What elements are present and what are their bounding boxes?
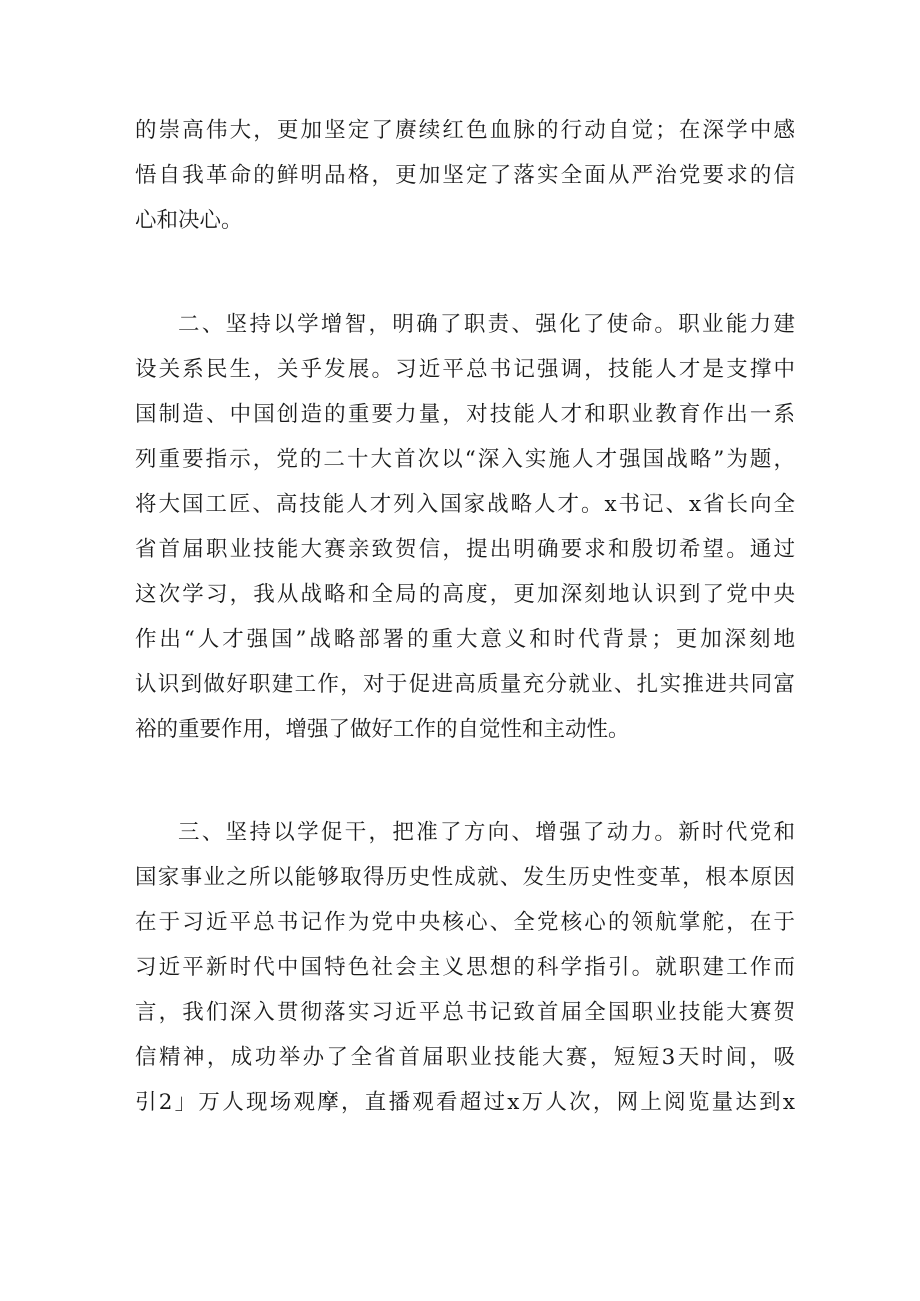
paragraph-line: 的崇高伟大，更加坚定了赓续红色血脉的行动自觉；在深学中感 <box>135 118 795 143</box>
paragraph-line: 引2」万人现场观摩，直播观看超过x万人次，网上阅览量达到x <box>135 1090 795 1115</box>
paragraph-line: 列重要指示，党的二十大首次以“深入实施人才强国战略”为题， <box>135 447 795 472</box>
paragraph-line: 在于习近平总书记作为党中央核心、全党核心的领航掌舵，在于 <box>135 910 795 935</box>
paragraph-line: 将大国工匠、高技能人才列入国家战略人才。x书记、x省长向全 <box>135 492 795 517</box>
paragraph-line: 信精神，成功举办了全省首届职业技能大赛，短短3天时间，吸 <box>135 1045 795 1070</box>
paragraph-line: 习近平新时代中国特色社会主义思想的科学指引。就职建工作而 <box>135 955 795 980</box>
paragraph-line: 设关系民生，关乎发展。习近平总书记强调，技能人才是支撑中 <box>135 357 795 382</box>
paragraph-line: 认识到做好职建工作，对于促进高质量充分就业、扎实推进共同富 <box>135 672 795 697</box>
paragraph-line: 裕的重要作用，增强了做好工作的自觉性和主动性。 <box>135 717 630 742</box>
paragraph-line: 国家事业之所以能够取得历史性成就、发生历史性变革，根本原因 <box>135 865 795 890</box>
paragraph-line: 二、坚持以学增智，明确了职责、强化了使命。职业能力建 <box>178 312 795 337</box>
paragraph-line: 三、坚持以学促干，把准了方向、增强了动力。新时代党和 <box>178 820 795 845</box>
paragraph-line: 言，我们深入贯彻落实习近平总书记致首届全国职业技能大赛贺 <box>135 1000 795 1025</box>
paragraph-line: 悟自我革命的鲜明品格，更加坚定了落实全面从严治党要求的信 <box>135 163 795 188</box>
paragraph-line: 省首届职业技能大赛亲致贺信，提出明确要求和殷切希望。通过 <box>135 537 795 562</box>
paragraph-line: 国制造、中国创造的重要力量，对技能人才和职业教育作出一系 <box>135 402 795 427</box>
paragraph-line: 这次学习，我从战略和全局的高度，更加深刻地认识到了党中央 <box>135 582 795 607</box>
paragraph-line: 作出“人才强国”战略部署的重大意义和时代背景；更加深刻地 <box>135 627 795 652</box>
paragraph-line: 心和决心。 <box>135 208 243 233</box>
